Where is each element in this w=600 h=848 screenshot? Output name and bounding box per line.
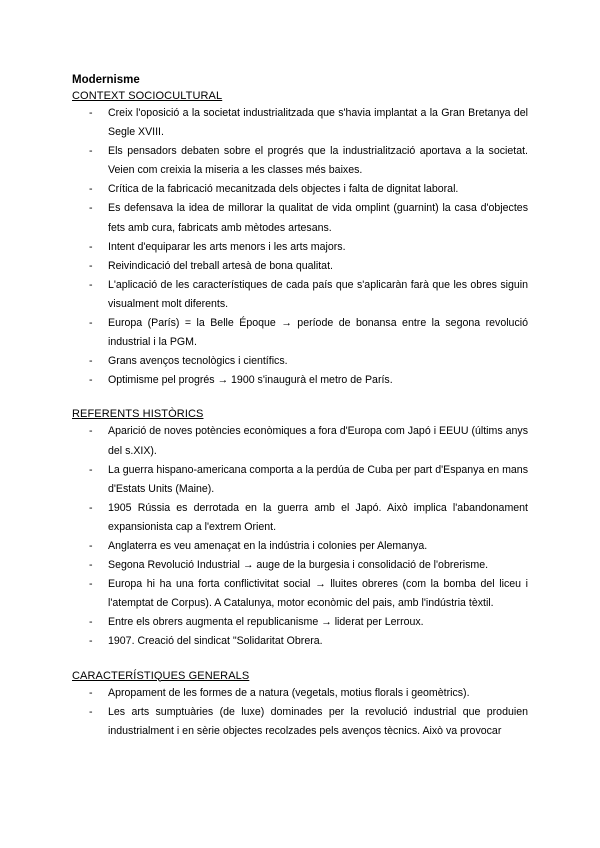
list-item [72,613,528,632]
list-item [72,199,528,237]
dash-bullet: - [89,278,93,291]
dash-bullet: - [89,705,93,718]
list-item-text: Segona Revolució Industrial → auge de la burgesia i consolidació de l'obrerisme. [108,559,489,572]
section-heading: CONTEXT SOCIOCULTURAL [72,90,223,102]
list-item-text: Els pensadors debaten sobre el progrés que la industrialització aportava a la societat. Veien com creixia la miseria a les classes més baixes. [108,145,528,177]
list-item-text: Anglaterra es veu amenaçat en la indústria i colonies per Alemanya. [108,539,428,552]
list-item-text: 1905 Rússia es derrotada en la guerra amb el Japó. Això implica l'abandonament expansionista cap a l'extrem Orient. [108,501,528,533]
dash-bullet: - [89,616,93,629]
dash-bullet: - [89,501,93,514]
list-item [72,352,528,371]
list-item [72,371,528,390]
dash-bullet: - [89,107,93,119]
list-item-text: Crítica de la fabricació mecanitzada dels objectes i falta de dignitat laboral. [108,183,459,196]
dash-bullet: - [89,355,93,368]
section-referents-historics [72,406,528,651]
list-item [72,238,528,257]
list-item [72,703,528,741]
list-item [72,276,528,314]
list-item-text: Entre els obrers augmenta el republicanisme → liderat per Lerroux. [108,616,424,629]
list-item [72,104,528,142]
section-heading: CARACTERÍSTIQUES GENERALS [72,669,250,682]
list-item-text: Grans avenços tecnològics i científics. [108,355,288,368]
dash-bullet: - [89,240,93,253]
list-item [72,575,528,613]
section-caracteristiques-generals [72,668,528,741]
dash-bullet: - [89,686,93,699]
dash-bullet: - [89,259,93,272]
list-item [72,314,528,352]
list-item-text: Les arts sumptuàries (de luxe) dominades per la revolució industrial que produien industrialment i en sèrie objectes recolzades pels avenços tècnics. Això va provocar [108,705,528,737]
list-item-text: La guerra hispano-americana comporta a la perdúa de Cuba per part d'Espanya en mans d'Estats Units (Maine). [108,463,528,495]
dash-bullet: - [89,578,93,591]
list-item-text: Es defensava la idea de millorar la qualitat de vida omplint (guarnint) la casa d'objectes fets amb cura, fabricats amb mètodes artesans. [108,202,528,234]
list-item-text: Optimisme pel progrés → 1900 s'inaugurà el metro de París. [108,374,393,387]
dash-bullet: - [89,425,93,438]
dash-bullet: - [89,145,93,158]
list-item [72,632,528,651]
list-item [72,537,528,556]
list-item-text: Intent d'equiparar les arts menors i les arts majors. [108,240,346,253]
dash-bullet: - [89,463,93,476]
list-item-text: Europa (París) = la Belle Époque → període de bonansa entre la segona revolució industrial i la PGM. [108,317,528,349]
dash-bullet: - [89,374,93,387]
list-item-text: Europa hi ha una forta conflictivitat social → lluites obreres (com la bomba del liceu i l'atemptat de Corpus). A Catalunya, motor econòmic del pais, amb l'indústria tèxtil. [108,578,528,610]
bullet-list [72,104,528,390]
bullet-list [72,422,528,651]
list-item [72,684,528,703]
dash-bullet: - [89,539,93,552]
bullet-list [72,684,528,741]
list-item-text: Reivindicació del treball artesà de bona qualitat. [108,259,333,272]
list-item [72,499,528,537]
list-item [72,556,528,575]
list-item [72,142,528,180]
list-item-text: Apropament de les formes de a natura (vegetals, motius florals i geomètrics). [108,686,470,699]
list-item [72,461,528,499]
list-item-text: Aparició de noves potències econòmiques a fora d'Europa com Japó i EEUU (últims anys del s.XIX). [108,425,528,457]
list-item [72,180,528,199]
section-heading: REFERENTS HISTÒRICS [72,408,204,421]
document-title: Modernisme [72,74,140,86]
dash-bullet: - [89,559,93,572]
section-context-sociocultural [72,88,528,390]
dash-bullet: - [89,317,93,330]
list-item-text: 1907. Creació del sindicat "Solidaritat Obrera. [108,635,323,648]
dash-bullet: - [89,635,93,648]
dash-bullet: - [89,202,93,215]
list-item [72,257,528,276]
list-item-text: L'aplicació de les característiques de cada país que s'aplicaràn farà que les obres siguin visualment molt diferents. [108,278,528,310]
dash-bullet: - [89,183,93,196]
list-item-text: Creix l'oposició a la societat industrialitzada que s'havia implantat a la Gran Bretanya del Segle XVIII. [108,107,528,139]
list-item [72,422,528,460]
